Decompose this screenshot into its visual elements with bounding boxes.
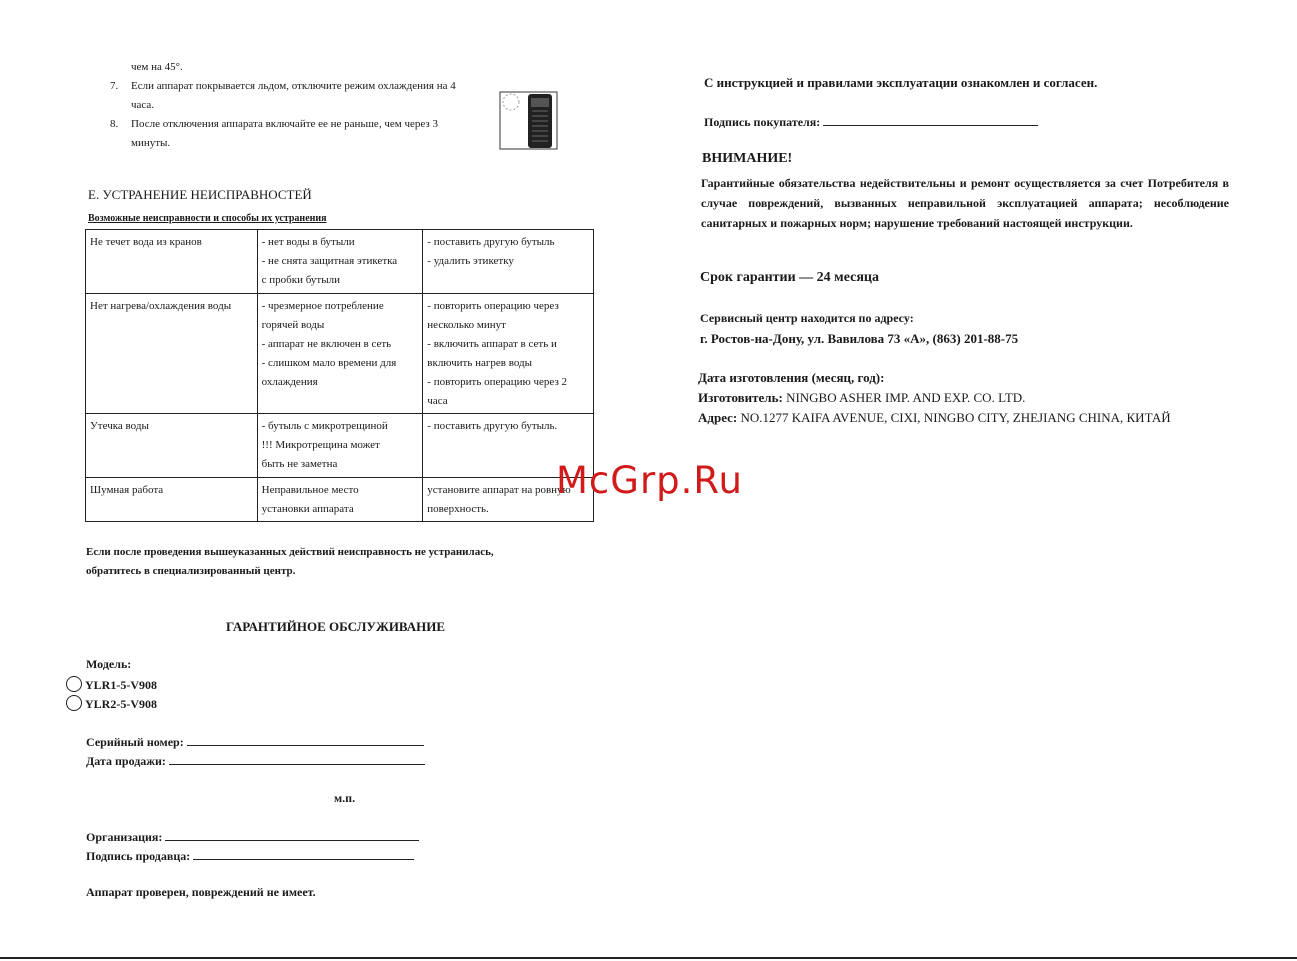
- watermark: McGrp.Ru: [556, 459, 743, 502]
- cell-line: - включить аппарат в сеть и: [427, 338, 557, 350]
- cell-line: Не течет вода из кранов: [90, 236, 202, 248]
- cell-line: !!! Микротрещина может: [261, 439, 380, 451]
- manufacturer-value: NINGBO ASHER IMP. AND EXP. CO. LTD.: [786, 390, 1026, 405]
- note-line: Если после проведения вышеуказанных действий неисправность не устранилась,: [86, 546, 494, 558]
- table-cell: [86, 478, 258, 522]
- manufacturer-label: Изготовитель:: [698, 390, 783, 405]
- manufacturer-row: [698, 390, 1025, 406]
- model-label: Модель:: [86, 657, 132, 671]
- model-name: YLR1-5-V908: [85, 678, 157, 692]
- organization-label: Организация:: [86, 830, 163, 844]
- cell-line: - поставить другую бутыль: [427, 236, 555, 248]
- model-option-1[interactable]: [66, 676, 157, 693]
- cell-line: - аппарат не включен в сеть: [261, 338, 392, 350]
- sale-date-field[interactable]: [169, 752, 425, 765]
- cooler-illustration: [499, 89, 559, 151]
- list-item-8: [131, 115, 501, 153]
- cell-line: с пробки бутыли: [261, 274, 340, 286]
- table-cell: [257, 294, 423, 414]
- table-row: [86, 230, 594, 294]
- model-name: YLR2-5-V908: [85, 697, 157, 711]
- cell-line: - удалить этикетку: [427, 255, 514, 267]
- model-option-2[interactable]: [66, 695, 157, 712]
- warranty-title: ГАРАНТИЙНОЕ ОБСЛУЖИВАНИЕ: [226, 619, 446, 634]
- cell-line: горячей воды: [261, 319, 325, 331]
- table-cell: [257, 230, 423, 294]
- table-cell: [257, 478, 423, 522]
- sale-date-label: Дата продажи:: [86, 754, 166, 768]
- note-block: [86, 543, 494, 581]
- cell-line: поверхность.: [427, 503, 489, 515]
- table-row: [86, 478, 594, 522]
- list-item-7: [131, 77, 501, 115]
- cell-line: установите аппарат на ровную: [427, 484, 571, 496]
- section-title: Е. УСТРАНЕНИЕ НЕИСПРАВНОСТЕЙ: [88, 187, 312, 202]
- faults-table: [85, 229, 594, 522]
- cell-line: Шумная работа: [90, 484, 164, 496]
- list-number-8: 8.: [110, 118, 119, 130]
- list-item-7-line: часа.: [131, 99, 155, 111]
- attention-text: Гарантийные обязательства недействительны и ремонт осуществляется за счет Потребителя в случае повреждений, вызванных неправильной эксплуатацией аппарата; несоблюдение санитарных и пожарных норм; нарушение требований настоящей инструкции.: [701, 176, 1229, 230]
- cell-line: несколько минут: [427, 319, 506, 331]
- cell-line: Нет нагрева/охлаждения воды: [90, 300, 232, 312]
- organization-row: [86, 828, 419, 845]
- cell-line: включить нагрев воды: [427, 357, 532, 369]
- cell-line: Утечка воды: [90, 420, 149, 432]
- table-row: [86, 414, 594, 478]
- manuf-date-label: Дата изготовления (месяц, год):: [698, 370, 885, 385]
- table-cell: [86, 414, 258, 478]
- checked-statement: Аппарат проверен, повреждений не имеет.: [86, 885, 316, 899]
- seller-sign-label: Подпись продавца:: [86, 849, 191, 863]
- address-row: [698, 410, 1171, 426]
- agree-statement: С инструкцией и правилами эксплуатации ознакомлен и согласен.: [704, 75, 1098, 90]
- cell-line: - поставить другую бутыль.: [427, 420, 558, 432]
- cell-line: Неправильное место: [261, 484, 359, 496]
- warranty-term: Срок гарантии — 24 месяца: [700, 270, 879, 285]
- address-label: Адрес:: [698, 410, 738, 425]
- table-cell: [86, 294, 258, 414]
- cell-line: - бутыль с микротрещиной: [261, 420, 388, 432]
- table-cell: [423, 230, 594, 294]
- cell-line: охлаждения: [261, 376, 318, 388]
- address-value: NO.1277 KAIFA AVENUE, CIXI, NINGBO CITY, ZHEJIANG CHINA, КИТАЙ: [740, 410, 1171, 425]
- cell-line: - повторить операцию через: [427, 300, 559, 312]
- service-address: г. Ростов-на-Дону, ул. Вавилова 73 «А», (863) 201-88-75: [700, 331, 1019, 346]
- serial-label: Серийный номер:: [86, 735, 184, 749]
- radio-circle[interactable]: [66, 695, 82, 711]
- table-cell: [86, 230, 258, 294]
- buyer-sign-label: Подпись покупателя:: [704, 115, 821, 129]
- table-cell: [257, 414, 423, 478]
- cell-line: - повторить операцию через 2: [427, 376, 568, 388]
- cell-line: часа: [427, 395, 448, 407]
- table-caption: Возможные неисправности и способы их устранения: [88, 213, 327, 224]
- attention-title: ВНИМАНИЕ!: [702, 151, 793, 166]
- list-number-7: 7.: [110, 80, 119, 92]
- seller-sign-row: [86, 847, 414, 864]
- seller-sign-field[interactable]: [193, 847, 414, 860]
- note-line: обратитесь в специализированный центр.: [86, 565, 296, 577]
- buyer-sign-field[interactable]: [823, 113, 1038, 126]
- radio-circle[interactable]: [66, 676, 82, 692]
- list-item-8-line: минуты.: [131, 137, 171, 149]
- serial-row: [86, 733, 424, 750]
- cell-line: быть не заметна: [261, 458, 338, 470]
- organization-field[interactable]: [165, 828, 419, 841]
- cell-line: - нет воды в бутыли: [261, 236, 355, 248]
- stamp-label: м.п.: [334, 791, 356, 805]
- list-item-8-line: После отключения аппарата включайте ее не раньше, чем через 3: [131, 118, 438, 130]
- serial-field[interactable]: [187, 733, 424, 746]
- sale-date-row: [86, 752, 425, 769]
- continued-line: чем на 45°.: [131, 61, 183, 73]
- cell-line: установки аппарата: [261, 503, 354, 515]
- list-item-7-line: Если аппарат покрывается льдом, отключите режим охлаждения на 4: [131, 80, 456, 92]
- cell-line: - не снята защитная этикетка: [261, 255, 398, 267]
- service-label: Сервисный центр находится по адресу:: [700, 311, 914, 325]
- cell-line: - чрезмерное потребление: [261, 300, 384, 312]
- cell-line: - слишком мало времени для: [261, 357, 397, 369]
- bottom-border: [0, 957, 1297, 959]
- table-row: [86, 294, 594, 414]
- table-cell: [423, 294, 594, 414]
- buyer-sign-row: [704, 113, 1038, 130]
